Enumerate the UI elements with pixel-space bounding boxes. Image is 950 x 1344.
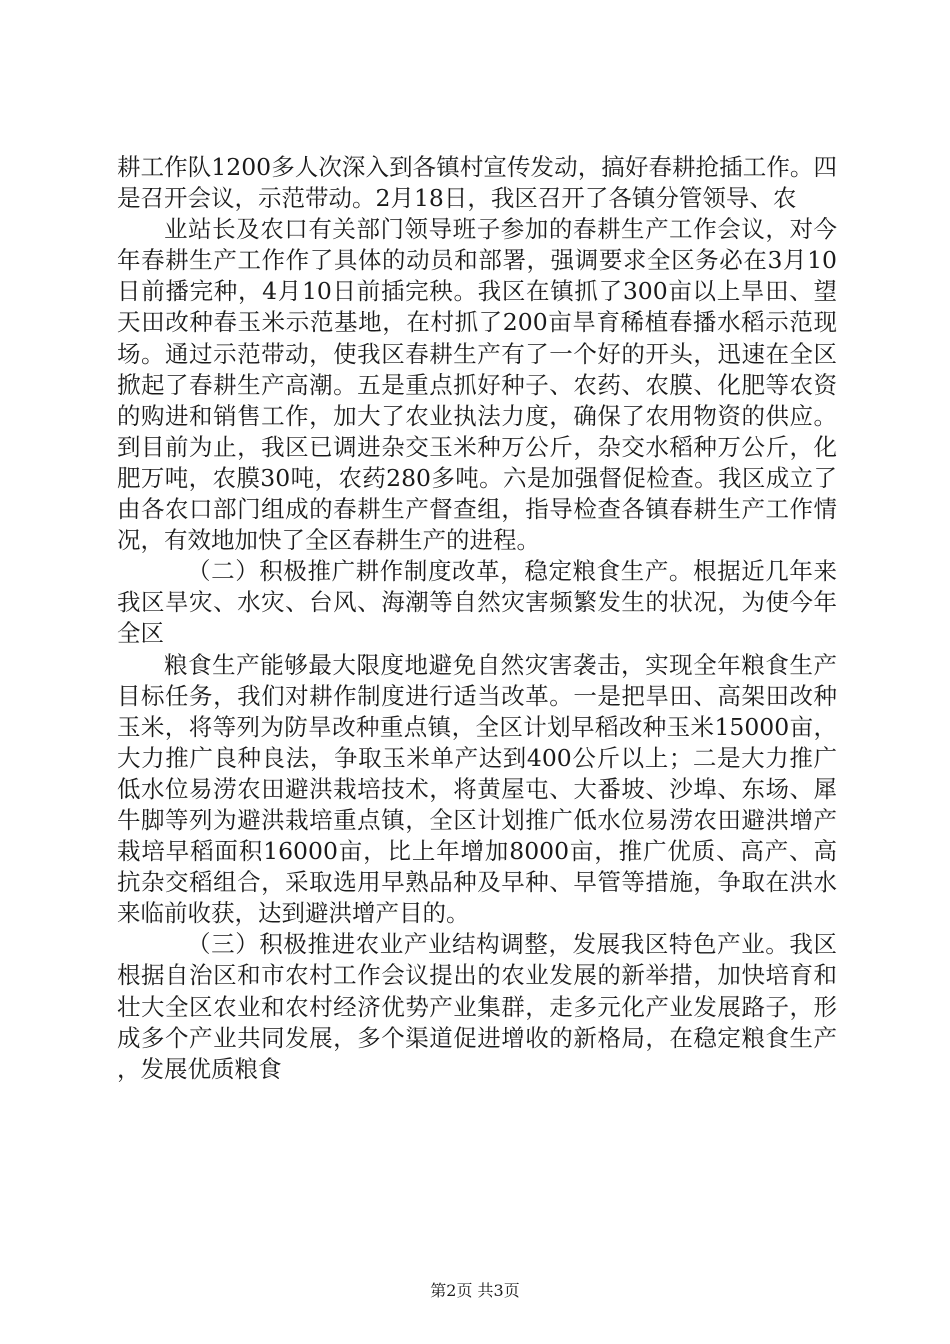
- paragraph-4: 粮食生产能够最大限度地避免自然灾害袭击，实现全年粮食生产目标任务，我们对耕作制度进行适当改革。一是把旱田、高架田改种玉米，将等列为防旱改种重点镇，全区计划早稻改种玉米15000亩，大力推广良种良法，争取玉米单产达到400公斤以上；二是大力推广低水位易涝农田避洪栽培技术，将黄屋屯、大番坡、沙埠、东场、犀牛脚等列为避洪栽培重点镇，全区计划推广低水位易涝农田避洪增产栽培早稻面积16000亩，比上年增加8000亩，推广优质、高产、高抗杂交稻组合，采取选用早熟品种及早种、早管等措施，争取在洪水来临前收获，达到避洪增产目的。: [117, 650, 837, 928]
- paragraph-2: 业站长及农口有关部门领导班子参加的春耕生产工作会议，对今年春耕生产工作作了具体的动员和部署，强调要求全区务必在3月10日前播完种，4月10日前插完秧。我区在镇抓了300亩以上旱田、望天田改种春玉米示范基地，在村抓了200亩旱育稀植春播水稻示范现场。通过示范带动，使我区春耕生产有了一个好的开头，迅速在全区掀起了春耕生产高潮。五是重点抓好种子、农药、农膜、化肥等农资的购进和销售工作，加大了农业执法力度，确保了农用物资的供应。到目前为止，我区已调进杂交玉米种万公斤，杂交水稻种万公斤，化肥万吨，农膜30吨，农药280多吨。六是加强督促检查。我区成立了由各农口部门组成的春耕生产督查组，指导检查各镇春耕生产工作情况，有效地加快了全区春耕生产的进程。: [117, 215, 837, 555]
- paragraph-3: （二）积极推广耕作制度改革，稳定粮食生产。根据近几年来我区旱灾、水灾、台风、海潮等自然灾害频繁发生的状况，为使今年全区: [117, 557, 837, 648]
- document-body: [117, 152, 837, 1085]
- paragraph-1: 耕工作队1200多人次深入到各镇村宣传发动，搞好春耕抢插工作。四是召开会议，示范带动。2月18日，我区召开了各镇分管领导、农: [117, 153, 837, 213]
- page-footer: 第2页 共3页: [430, 1281, 520, 1300]
- paragraph-5: （三）积极推进农业产业结构调整，发展我区特色产业。我区根据自治区和市农村工作会议提出的农业发展的新举措，加快培育和壮大全区农业和农村经济优势产业集群，走多元化产业发展路子，形成多个产业共同发展，多个渠道促进增收的新格局，在稳定粮食生产，发展优质粮食: [117, 930, 837, 1083]
